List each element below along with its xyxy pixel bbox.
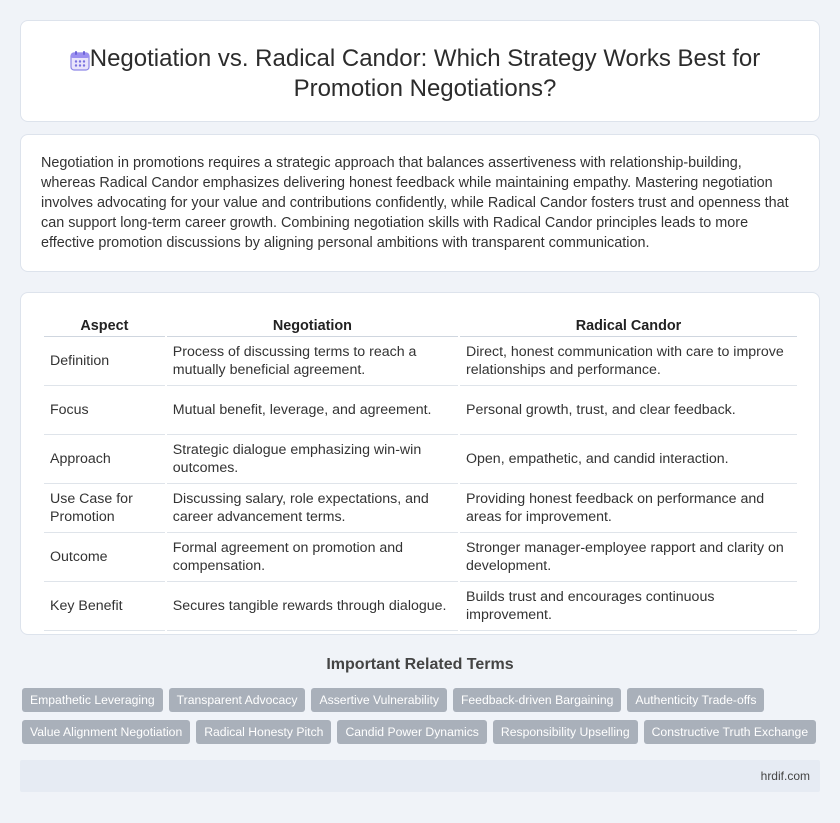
footer-site-link[interactable]: hrdif.com [760, 769, 810, 783]
related-terms-heading: Important Related Terms [326, 656, 514, 673]
related-terms-tags [22, 688, 822, 752]
table-row [44, 386, 797, 435]
cell-radical-candor: Personal growth, trust, and clear feedback. [460, 386, 797, 435]
header-aspect: Aspect [44, 313, 165, 337]
table-row [44, 435, 797, 484]
cell-negotiation: Strategic dialogue emphasizing win-win outcomes. [167, 435, 458, 484]
cell-negotiation: Formal agreement on promotion and compensation. [167, 533, 458, 582]
tag-feedback-driven-bargaining[interactable]: Feedback-driven Bargaining [453, 688, 621, 712]
cell-aspect: Outcome [44, 533, 165, 582]
cell-radical-candor: Providing honest feedback on performance and areas for improvement. [460, 484, 797, 533]
page-title: Negotiation vs. Radical Candor: Which Strategy Works Best for Promotion Negotiations? [89, 45, 761, 102]
footer [20, 760, 820, 792]
cell-negotiation: Secures tangible rewards through dialogue. [167, 582, 458, 631]
tag-candid-power-dynamics[interactable]: Candid Power Dynamics [337, 720, 486, 744]
header-radical-candor: Radical Candor [460, 313, 797, 337]
cell-radical-candor: Open, empathetic, and candid interaction. [460, 435, 797, 484]
comparison-table-card [20, 292, 820, 635]
tag-empathetic-leveraging[interactable]: Empathetic Leveraging [22, 688, 163, 712]
cell-radical-candor: Builds trust and encourages continuous improvement. [460, 582, 797, 631]
header-negotiation: Negotiation [167, 313, 458, 337]
table-row [44, 533, 797, 582]
cell-aspect: Definition [44, 337, 165, 386]
comparison-table [42, 313, 799, 631]
tag-responsibility-upselling[interactable]: Responsibility Upselling [493, 720, 638, 744]
title-card [20, 20, 820, 122]
table-row [44, 337, 797, 386]
cell-radical-candor: Direct, honest communication with care to improve relationships and performance. [460, 337, 797, 386]
tag-constructive-truth-exchange[interactable]: Constructive Truth Exchange [644, 720, 817, 744]
tag-row-1 [22, 688, 822, 712]
cell-aspect: Key Benefit [44, 582, 165, 631]
cell-negotiation: Mutual benefit, leverage, and agreement. [167, 386, 458, 435]
tag-row-2 [22, 720, 822, 744]
tag-transparent-advocacy[interactable]: Transparent Advocacy [169, 688, 306, 712]
tag-authenticity-trade-offs[interactable]: Authenticity Trade-offs [627, 688, 764, 712]
intro-paragraph: Negotiation in promotions requires a strategic approach that balances assertiveness with relationship-building, whereas Radical Candor emphasizes delivering honest feedback while maintaining empathy. Mastering negotiation involves advocating for your value and contributions confidently, while Radical Candor fosters trust and openness that can support long-term career growth. Combining negotiation skills with Radical Candor principles leads to more effective promotion discussions by aligning personal ambitions with transparent communication. [41, 155, 789, 251]
title-wrap [21, 44, 819, 104]
tag-value-alignment-negotiation[interactable]: Value Alignment Negotiation [22, 720, 190, 744]
tag-assertive-vulnerability[interactable]: Assertive Vulnerability [311, 688, 446, 712]
cell-aspect: Approach [44, 435, 165, 484]
table-row [44, 582, 797, 631]
calendar-icon [69, 50, 91, 72]
table-row [44, 484, 797, 533]
table-header-row [44, 313, 797, 337]
tag-radical-honesty-pitch[interactable]: Radical Honesty Pitch [196, 720, 331, 744]
cell-aspect: Focus [44, 386, 165, 435]
intro-card [20, 134, 820, 272]
cell-negotiation: Discussing salary, role expectations, and career advancement terms. [167, 484, 458, 533]
cell-negotiation: Process of discussing terms to reach a mutually beneficial agreement. [167, 337, 458, 386]
cell-aspect: Use Case for Promotion [44, 484, 165, 533]
cell-radical-candor: Stronger manager-employee rapport and clarity on development. [460, 533, 797, 582]
